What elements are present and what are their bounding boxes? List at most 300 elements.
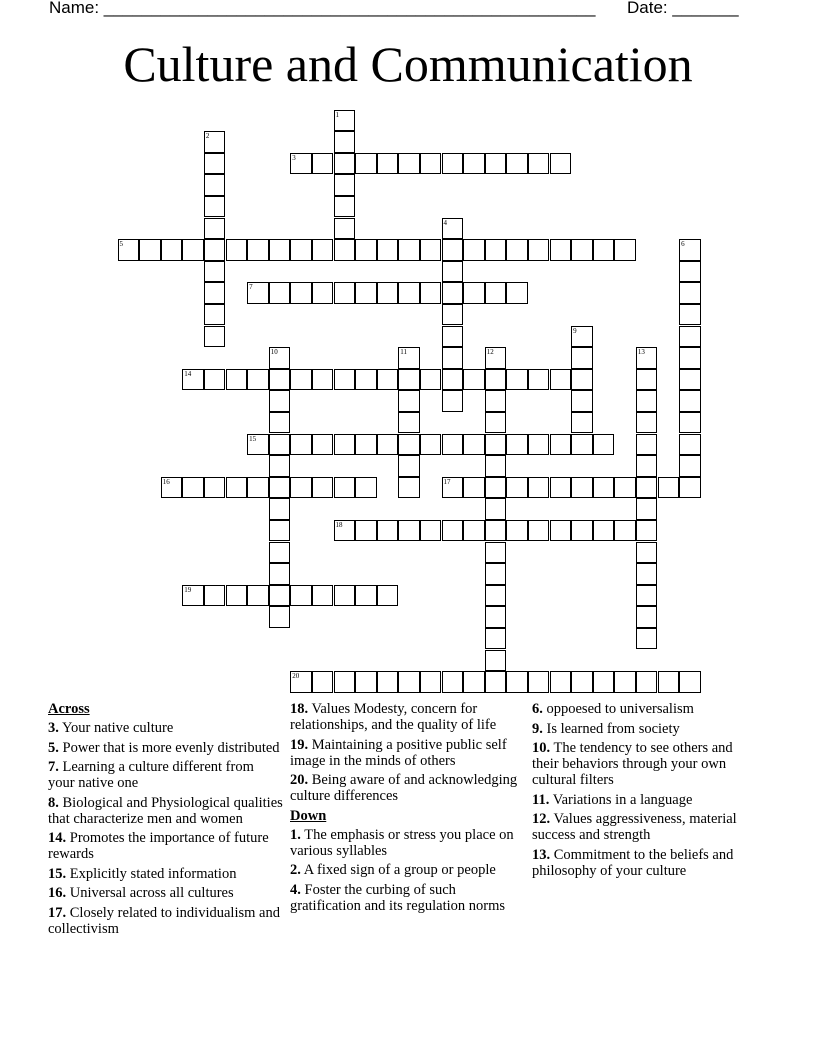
clue-down-4 [290,882,526,914]
crossword-cell[interactable] [636,520,658,542]
crossword-cell[interactable] [658,671,680,693]
crossword-cell[interactable] [636,369,658,391]
crossword-cell[interactable] [355,239,377,261]
cell-number: 19 [184,585,192,594]
crossword-cell[interactable] [204,196,226,218]
crossword-cell[interactable] [442,671,464,693]
crossword-cell[interactable] [679,326,701,348]
crossword-cell[interactable] [182,369,204,391]
crossword-cell[interactable] [485,606,507,628]
crossword-cell[interactable] [269,542,291,564]
crossword-cell[interactable] [204,153,226,175]
crossword-cell[interactable] [204,261,226,283]
cell-number: 11 [400,348,408,357]
date-field[interactable]: Date: _______ [627,0,739,17]
crossword-cell[interactable] [161,477,183,499]
clue-text: oppoesed to universalism [546,701,694,717]
crossword-cell[interactable] [506,153,528,175]
crossword-cell[interactable] [636,455,658,477]
crossword-cell[interactable] [398,369,420,391]
clue-text: Being aware of and acknowledging culture differences [290,772,518,804]
crossword-cell[interactable] [442,477,464,499]
crossword-cell[interactable] [290,477,312,499]
crossword-cell[interactable] [420,369,442,391]
crossword-cell[interactable] [377,520,399,542]
clue-text: Values Modesty, concern for relationships, and the quality of life [290,701,497,733]
crossword-cell[interactable] [571,520,593,542]
crossword-cell[interactable] [571,239,593,261]
clue-text: The tendency to see others and their behaviors through your own cultural filters [532,740,733,788]
clue-text: Foster the curbing of such gratification and its regulation norms [290,881,506,914]
clue-text: Explicitly stated information [69,865,237,882]
crossword-cell[interactable] [334,477,356,499]
clue-down-13 [532,847,757,879]
crossword-cell[interactable] [506,520,528,542]
crossword-cell[interactable] [312,434,334,456]
clue-across-17 [48,905,283,937]
crossword-cell[interactable] [355,671,377,693]
crossword-cell[interactable] [290,153,312,175]
crossword-cell[interactable] [204,304,226,326]
crossword-cell[interactable] [679,239,701,261]
crossword-cell[interactable] [485,498,507,520]
crossword-cell[interactable] [355,153,377,175]
crossword-cell[interactable] [312,282,334,304]
crossword-cell[interactable] [269,563,291,585]
crossword-cell[interactable] [679,434,701,456]
cell-number: 18 [335,520,343,529]
crossword-cell[interactable] [269,282,291,304]
crossword-cell[interactable] [269,390,291,412]
clue-number: 10. [532,740,551,756]
crossword-cell[interactable] [420,671,442,693]
crossword-cell[interactable] [226,239,248,261]
crossword-cell[interactable] [679,671,701,693]
crossword-cell[interactable] [182,477,204,499]
clue-number: 7. [48,759,59,775]
down-heading: Down [290,807,327,824]
crossword-cell[interactable] [204,131,226,153]
clue-number: 16. [48,885,67,901]
crossword-cell[interactable] [614,671,636,693]
crossword-cell[interactable] [506,369,528,391]
crossword-cell[interactable] [528,434,550,456]
crossword-cell[interactable] [550,369,572,391]
crossword-cell[interactable] [593,671,615,693]
crossword-cell[interactable] [571,671,593,693]
crossword-cell[interactable] [506,477,528,499]
cell-number: 3 [292,153,296,162]
crossword-cell[interactable] [334,520,356,542]
crossword-cell[interactable] [290,434,312,456]
crossword-cell[interactable] [636,390,658,412]
crossword-cell[interactable] [247,369,269,391]
clue-text: The emphasis or stress you place on various syllables [290,826,514,859]
crossword-cell[interactable] [550,520,572,542]
crossword-cell[interactable] [377,369,399,391]
crossword-cell[interactable] [204,585,226,607]
crossword-cell[interactable] [571,434,593,456]
clue-across-16 [48,885,283,901]
crossword-cell[interactable] [614,477,636,499]
crossword-cell[interactable] [398,455,420,477]
clue-across-14 [48,830,283,862]
crossword-cell[interactable] [463,671,485,693]
cell-number: 10 [270,348,278,357]
clue-text: A fixed sign of a group or people [303,862,496,878]
crossword-cell[interactable] [528,520,550,542]
crossword-cell[interactable] [377,585,399,607]
crossword-cell[interactable] [398,347,420,369]
crossword-cell[interactable] [571,347,593,369]
crossword-cell[interactable] [269,520,291,542]
crossword-cell[interactable] [485,153,507,175]
crossword-cell[interactable] [334,369,356,391]
crossword-cell[interactable] [636,542,658,564]
crossword-cell[interactable] [269,412,291,434]
crossword-cell[interactable] [679,304,701,326]
crossword-cell[interactable] [506,434,528,456]
crossword-cell[interactable] [355,369,377,391]
crossword-cell[interactable] [398,412,420,434]
crossword-cell[interactable] [679,412,701,434]
clue-text: Closely related to individualism and collectivism [48,904,280,937]
crossword-cell[interactable] [312,369,334,391]
clue-across-5 [48,740,283,756]
crossword-cell[interactable] [463,477,485,499]
clue-text: Commitment to the beliefs and philosophy of your culture [532,846,734,879]
clue-column-1 [48,701,283,940]
crossword-cell[interactable] [679,455,701,477]
crossword-cell[interactable] [398,520,420,542]
cell-number: 14 [184,369,192,378]
crossword-cell[interactable] [442,326,464,348]
crossword-cell[interactable] [334,131,356,153]
crossword-cell[interactable] [290,239,312,261]
crossword-cell[interactable] [204,282,226,304]
crossword-cell[interactable] [398,153,420,175]
clue-down-2 [290,862,526,878]
crossword-cell[interactable] [593,520,615,542]
crossword-cell[interactable] [226,585,248,607]
crossword-cell[interactable] [571,326,593,348]
crossword-cell[interactable] [204,477,226,499]
crossword-cell[interactable] [161,239,183,261]
clue-text: Is learned from society [546,720,680,737]
crossword-cell[interactable] [463,434,485,456]
crossword-cell[interactable] [571,390,593,412]
clue-number: 20. [290,772,309,788]
crossword-cell[interactable] [442,520,464,542]
clue-number: 18. [290,701,309,717]
crossword-cell[interactable] [528,369,550,391]
crossword-cell[interactable] [442,390,464,412]
crossword-cell[interactable] [442,239,464,261]
crossword-cell[interactable] [485,542,507,564]
crossword-cell[interactable] [636,498,658,520]
crossword-cell[interactable] [593,434,615,456]
cell-number: 17 [443,477,451,486]
crossword-cell[interactable] [679,369,701,391]
crossword-cell[interactable] [679,261,701,283]
crossword-cell[interactable] [247,434,269,456]
crossword-cell[interactable] [485,585,507,607]
cell-number: 1 [335,110,339,119]
crossword-cell[interactable] [442,347,464,369]
crossword-cell[interactable] [312,477,334,499]
crossword-cell[interactable] [550,477,572,499]
crossword-cell[interactable] [118,239,140,261]
crossword-cell[interactable] [550,239,572,261]
crossword-cell[interactable] [355,520,377,542]
crossword-cell[interactable] [355,477,377,499]
clue-across-15 [48,866,283,882]
crossword-cell[interactable] [312,239,334,261]
crossword-cell[interactable] [485,477,507,499]
crossword-cell[interactable] [377,671,399,693]
crossword-cell[interactable] [528,671,550,693]
crossword-cell[interactable] [334,434,356,456]
crossword-cell[interactable] [593,239,615,261]
crossword-cell[interactable] [398,239,420,261]
crossword-cell[interactable] [679,282,701,304]
cell-number: 16 [162,477,170,486]
crossword-cell[interactable] [204,326,226,348]
clue-down-1 [290,827,526,859]
clue-number: 5. [48,739,59,756]
crossword-cell[interactable] [571,369,593,391]
crossword-cell[interactable] [334,585,356,607]
clue-number: 19. [290,736,309,753]
crossword-cell[interactable] [334,196,356,218]
cell-number: 20 [292,672,300,681]
crossword-cell[interactable] [269,498,291,520]
clue-text: Power that is more evenly distributed [62,739,280,756]
crossword-cell[interactable] [398,434,420,456]
crossword-cell[interactable] [420,239,442,261]
crossword-cell[interactable] [463,153,485,175]
crossword-cell[interactable] [269,369,291,391]
crossword-cell[interactable] [442,434,464,456]
crossword-cell[interactable] [334,174,356,196]
clue-across-18 [290,701,526,733]
crossword-cell[interactable] [485,347,507,369]
crossword-cell[interactable] [485,239,507,261]
crossword-cell[interactable] [485,390,507,412]
crossword-cell[interactable] [485,563,507,585]
crossword-cell[interactable] [334,218,356,240]
crossword-cell[interactable] [312,671,334,693]
crossword-cell[interactable] [204,239,226,261]
crossword-cell[interactable] [442,153,464,175]
clue-number: 11. [532,791,550,808]
crossword-cell[interactable] [442,282,464,304]
crossword-cell[interactable] [485,369,507,391]
crossword-cell[interactable] [463,282,485,304]
crossword-cell[interactable] [334,153,356,175]
crossword-cell[interactable] [420,153,442,175]
crossword-cell[interactable] [334,671,356,693]
crossword-cell[interactable] [442,261,464,283]
crossword-cell[interactable] [355,434,377,456]
crossword-cell[interactable] [463,520,485,542]
crossword-cell[interactable] [614,520,636,542]
cell-number: 7 [249,283,253,292]
cell-number: 13 [637,348,645,357]
crossword-cell[interactable] [420,282,442,304]
crossword-cell[interactable] [204,174,226,196]
crossword-cell[interactable] [550,153,572,175]
clue-text: Your native culture [61,720,174,736]
crossword-cell[interactable] [593,477,615,499]
crossword-cell[interactable] [182,585,204,607]
crossword-cell[interactable] [398,671,420,693]
crossword-cell[interactable] [485,455,507,477]
crossword-cell[interactable] [334,110,356,132]
crossword-cell[interactable] [269,477,291,499]
cell-number: 9 [573,326,577,335]
crossword-cell[interactable] [636,563,658,585]
crossword-cell[interactable] [463,239,485,261]
clue-number: 2. [290,862,301,878]
crossword-cell[interactable] [247,282,269,304]
crossword-cell[interactable] [269,239,291,261]
crossword-cell[interactable] [442,369,464,391]
crossword-cell[interactable] [355,282,377,304]
crossword-cell[interactable] [442,218,464,240]
clue-column-2 [290,701,526,917]
clue-number: 3. [48,720,59,736]
crossword-cell[interactable] [636,477,658,499]
crossword-cell[interactable] [528,477,550,499]
crossword-cell[interactable] [528,239,550,261]
crossword-cell[interactable] [377,434,399,456]
clue-number: 4. [290,881,301,898]
clue-across-19 [290,737,526,769]
clue-number: 17. [48,904,67,921]
crossword-cell[interactable] [571,477,593,499]
crossword-cell[interactable] [290,585,312,607]
clue-across-20 [290,772,526,804]
clue-number: 6. [532,701,543,717]
crossword-cell[interactable] [679,347,701,369]
crossword-cell[interactable] [485,628,507,650]
crossword-cell[interactable] [334,239,356,261]
clue-number: 9. [532,720,543,737]
crossword-cell[interactable] [334,282,356,304]
crossword-cell[interactable] [506,282,528,304]
crossword-cell[interactable] [679,390,701,412]
crossword-cell[interactable] [636,585,658,607]
crossword-cell[interactable] [247,239,269,261]
crossword-cell[interactable] [442,304,464,326]
crossword-cell[interactable] [204,218,226,240]
clue-number: 12. [532,811,551,827]
crossword-cell[interactable] [528,153,550,175]
clue-column-3 [532,701,757,882]
crossword-cell[interactable] [420,434,442,456]
crossword-cell[interactable] [485,412,507,434]
crossword-cell[interactable] [269,585,291,607]
crossword-cell[interactable] [636,606,658,628]
cell-number: 15 [249,434,257,443]
crossword-cell[interactable] [398,282,420,304]
cell-number: 12 [486,348,494,357]
cell-number: 2 [205,132,210,141]
clue-text: Maintaining a positive public self image in the minds of others [290,736,507,769]
crossword-cell[interactable] [204,369,226,391]
crossword-cell[interactable] [269,455,291,477]
crossword-cell[interactable] [312,153,334,175]
crossword-cell[interactable] [398,390,420,412]
clue-down-6 [532,701,757,717]
crossword-cell[interactable] [614,239,636,261]
crossword-cell[interactable] [377,239,399,261]
cell-number: 5 [119,240,123,249]
crossword-cell[interactable] [658,477,680,499]
crossword-cell[interactable] [485,282,507,304]
name-field[interactable]: Name: ____________________________________________________ [49,0,596,17]
crossword-cell[interactable] [550,671,572,693]
clue-down-9 [532,721,757,737]
clue-text: Values aggressiveness, material success and strength [532,811,737,843]
crossword-cell[interactable] [571,412,593,434]
crossword-cell[interactable] [398,477,420,499]
crossword-cell[interactable] [355,585,377,607]
crossword-cell[interactable] [269,606,291,628]
crossword-cell[interactable] [182,239,204,261]
crossword-cell[interactable] [290,671,312,693]
crossword-cell[interactable] [485,650,507,672]
crossword-cell[interactable] [485,671,507,693]
crossword-cell[interactable] [636,434,658,456]
crossword-cell[interactable] [636,347,658,369]
crossword-cell[interactable] [506,671,528,693]
clue-number: 1. [290,826,301,843]
crossword-cell[interactable] [485,434,507,456]
crossword-cell[interactable] [247,585,269,607]
crossword-cell[interactable] [636,412,658,434]
crossword-cell[interactable] [226,369,248,391]
clue-text: Universal across all cultures [69,885,234,901]
crossword-cell[interactable] [290,369,312,391]
crossword-cell[interactable] [636,671,658,693]
crossword-cell[interactable] [420,520,442,542]
clue-down-12 [532,811,757,843]
crossword-cell[interactable] [679,477,701,499]
crossword-cell[interactable] [377,282,399,304]
crossword-cell[interactable] [636,628,658,650]
across-heading: Across [48,701,90,717]
crossword-cell[interactable] [463,369,485,391]
crossword-cell[interactable] [290,282,312,304]
crossword-cell[interactable] [269,347,291,369]
crossword-cell[interactable] [312,585,334,607]
cell-number: 6 [681,240,685,249]
clue-across-3 [48,720,283,736]
crossword-cell[interactable] [269,434,291,456]
crossword-cell[interactable] [485,520,507,542]
clue-number: 13. [532,846,551,863]
clue-across-7 [48,759,283,791]
crossword-cell[interactable] [377,153,399,175]
crossword-cell[interactable] [506,239,528,261]
crossword-cell[interactable] [226,477,248,499]
clue-text: Variations in a language [552,791,693,808]
crossword-cell[interactable] [247,477,269,499]
crossword-cell[interactable] [550,434,572,456]
crossword-cell[interactable] [139,239,161,261]
